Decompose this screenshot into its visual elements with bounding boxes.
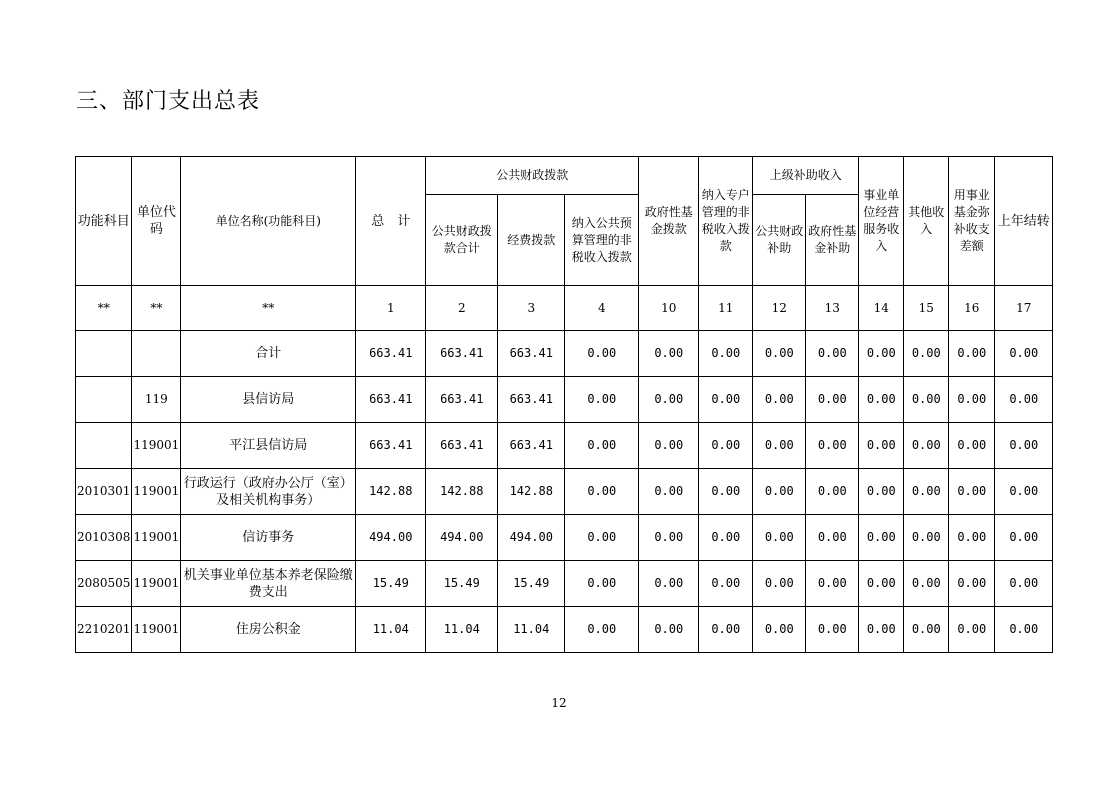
unit-code-cell: 119001 bbox=[132, 561, 181, 607]
amount-cell: 0.00 bbox=[904, 469, 949, 515]
index-cell: 13 bbox=[806, 286, 859, 331]
amount-cell: 494.00 bbox=[498, 515, 565, 561]
amount-cell: 15.49 bbox=[426, 561, 498, 607]
amount-cell: 0.00 bbox=[639, 423, 699, 469]
header-fund-offset: 用事业基金弥补收支差额 bbox=[949, 157, 995, 286]
amount-cell: 494.00 bbox=[426, 515, 498, 561]
header-gov-fund-subsidy: 政府性基金补助 bbox=[806, 195, 859, 286]
amount-cell: 0.00 bbox=[904, 331, 949, 377]
amount-cell: 15.49 bbox=[356, 561, 426, 607]
amount-cell: 0.00 bbox=[753, 469, 806, 515]
header-operating: 经费拨款 bbox=[498, 195, 565, 286]
func-code-cell: 2010308 bbox=[76, 515, 132, 561]
amount-cell: 11.04 bbox=[498, 607, 565, 653]
amount-cell: 0.00 bbox=[806, 469, 859, 515]
table-row bbox=[76, 469, 1053, 515]
unit-code-cell bbox=[132, 331, 181, 377]
unit-name-cell: 机关事业单位基本养老保险缴费支出 bbox=[181, 561, 356, 607]
amount-cell: 0.00 bbox=[753, 607, 806, 653]
amount-cell: 0.00 bbox=[753, 561, 806, 607]
index-cell: ** bbox=[181, 286, 356, 331]
amount-cell: 0.00 bbox=[699, 515, 753, 561]
amount-cell: 0.00 bbox=[949, 607, 995, 653]
amount-cell: 0.00 bbox=[699, 607, 753, 653]
unit-code-cell: 119001 bbox=[132, 423, 181, 469]
header-non-tax: 纳入公共预算管理的非税收入拨款 bbox=[565, 195, 639, 286]
amount-cell: 0.00 bbox=[565, 515, 639, 561]
unit-name-cell: 合计 bbox=[181, 331, 356, 377]
header-special-account: 纳入专户管理的非税收入拨款 bbox=[699, 157, 753, 286]
amount-cell: 0.00 bbox=[639, 607, 699, 653]
func-code-cell: 2210201 bbox=[76, 607, 132, 653]
amount-cell: 0.00 bbox=[995, 423, 1053, 469]
func-code-cell bbox=[76, 377, 132, 423]
unit-name-cell: 行政运行（政府办公厅（室）及相关机构事务） bbox=[181, 469, 356, 515]
index-cell: 11 bbox=[699, 286, 753, 331]
amount-cell: 0.00 bbox=[639, 377, 699, 423]
header-total: 总 计 bbox=[356, 157, 426, 286]
amount-cell: 0.00 bbox=[949, 423, 995, 469]
amount-cell: 663.41 bbox=[356, 331, 426, 377]
func-code-cell: 2080505 bbox=[76, 561, 132, 607]
table-row bbox=[76, 607, 1053, 653]
amount-cell: 0.00 bbox=[753, 331, 806, 377]
amount-cell: 0.00 bbox=[859, 469, 904, 515]
amount-cell: 0.00 bbox=[949, 515, 995, 561]
func-code-cell: 2010301 bbox=[76, 469, 132, 515]
amount-cell: 0.00 bbox=[639, 515, 699, 561]
func-code-cell bbox=[76, 423, 132, 469]
header-public-finance-subsidy: 公共财政补助 bbox=[753, 195, 806, 286]
amount-cell: 0.00 bbox=[806, 607, 859, 653]
amount-cell: 0.00 bbox=[859, 607, 904, 653]
amount-cell: 0.00 bbox=[859, 515, 904, 561]
header-other-income: 其他收入 bbox=[904, 157, 949, 286]
amount-cell: 0.00 bbox=[949, 377, 995, 423]
amount-cell: 142.88 bbox=[498, 469, 565, 515]
amount-cell: 0.00 bbox=[753, 377, 806, 423]
amount-cell: 0.00 bbox=[949, 331, 995, 377]
index-cell: 4 bbox=[565, 286, 639, 331]
amount-cell: 0.00 bbox=[904, 423, 949, 469]
table-row bbox=[76, 423, 1053, 469]
index-cell: 15 bbox=[904, 286, 949, 331]
amount-cell: 0.00 bbox=[639, 331, 699, 377]
amount-cell: 663.41 bbox=[498, 423, 565, 469]
amount-cell: 0.00 bbox=[753, 423, 806, 469]
amount-cell: 0.00 bbox=[859, 423, 904, 469]
amount-cell: 0.00 bbox=[699, 469, 753, 515]
amount-cell: 0.00 bbox=[806, 377, 859, 423]
amount-cell: 11.04 bbox=[426, 607, 498, 653]
amount-cell: 0.00 bbox=[995, 469, 1053, 515]
amount-cell: 0.00 bbox=[949, 469, 995, 515]
index-cell: 3 bbox=[498, 286, 565, 331]
page-number: 12 bbox=[551, 696, 567, 710]
amount-cell: 663.41 bbox=[356, 423, 426, 469]
department-expenditure-table bbox=[75, 156, 1053, 653]
unit-name-cell: 平江县信访局 bbox=[181, 423, 356, 469]
amount-cell: 0.00 bbox=[904, 561, 949, 607]
header-gov-fund: 政府性基金拨款 bbox=[639, 157, 699, 286]
amount-cell: 0.00 bbox=[699, 377, 753, 423]
amount-cell: 0.00 bbox=[565, 423, 639, 469]
index-row bbox=[76, 286, 1053, 331]
amount-cell: 142.88 bbox=[426, 469, 498, 515]
index-cell: 12 bbox=[753, 286, 806, 331]
index-cell: ** bbox=[76, 286, 132, 331]
amount-cell: 0.00 bbox=[995, 561, 1053, 607]
amount-cell: 0.00 bbox=[565, 331, 639, 377]
amount-cell: 0.00 bbox=[859, 331, 904, 377]
amount-cell: 494.00 bbox=[356, 515, 426, 561]
header-superior-subsidy: 上级补助收入 bbox=[753, 157, 859, 195]
header-public-finance-total: 公共财政拨款合计 bbox=[426, 195, 498, 286]
header-unit-name: 单位名称(功能科目) bbox=[181, 157, 356, 286]
amount-cell: 0.00 bbox=[753, 515, 806, 561]
index-cell: 14 bbox=[859, 286, 904, 331]
amount-cell: 0.00 bbox=[806, 515, 859, 561]
amount-cell: 663.41 bbox=[426, 423, 498, 469]
amount-cell: 0.00 bbox=[806, 423, 859, 469]
index-cell: 17 bbox=[995, 286, 1053, 331]
index-cell: 16 bbox=[949, 286, 995, 331]
unit-code-cell: 119001 bbox=[132, 607, 181, 653]
table-row bbox=[76, 331, 1053, 377]
amount-cell: 15.49 bbox=[498, 561, 565, 607]
amount-cell: 0.00 bbox=[639, 469, 699, 515]
amount-cell: 0.00 bbox=[699, 331, 753, 377]
amount-cell: 0.00 bbox=[859, 377, 904, 423]
amount-cell: 0.00 bbox=[859, 561, 904, 607]
amount-cell: 0.00 bbox=[995, 607, 1053, 653]
unit-name-cell: 住房公积金 bbox=[181, 607, 356, 653]
amount-cell: 0.00 bbox=[995, 377, 1053, 423]
func-code-cell bbox=[76, 331, 132, 377]
amount-cell: 0.00 bbox=[949, 561, 995, 607]
header-business-income: 事业单位经营服务收入 bbox=[859, 157, 904, 286]
table-row bbox=[76, 377, 1053, 423]
unit-name-cell: 信访事务 bbox=[181, 515, 356, 561]
table-row bbox=[76, 561, 1053, 607]
unit-name-cell: 县信访局 bbox=[181, 377, 356, 423]
table-row bbox=[76, 515, 1053, 561]
amount-cell: 0.00 bbox=[995, 515, 1053, 561]
header-func-code: 功能科目 bbox=[76, 157, 132, 286]
amount-cell: 0.00 bbox=[565, 561, 639, 607]
unit-code-cell: 119 bbox=[132, 377, 181, 423]
amount-cell: 663.41 bbox=[426, 377, 498, 423]
amount-cell: 663.41 bbox=[498, 377, 565, 423]
amount-cell: 0.00 bbox=[699, 561, 753, 607]
index-cell: 10 bbox=[639, 286, 699, 331]
page-title: 三、部门支出总表 bbox=[76, 89, 261, 114]
amount-cell: 0.00 bbox=[565, 377, 639, 423]
index-cell: ** bbox=[132, 286, 181, 331]
amount-cell: 663.41 bbox=[426, 331, 498, 377]
index-cell: 1 bbox=[356, 286, 426, 331]
amount-cell: 142.88 bbox=[356, 469, 426, 515]
amount-cell: 0.00 bbox=[565, 469, 639, 515]
header-prior-year-carryover: 上年结转 bbox=[995, 157, 1053, 286]
amount-cell: 663.41 bbox=[356, 377, 426, 423]
amount-cell: 0.00 bbox=[699, 423, 753, 469]
amount-cell: 0.00 bbox=[565, 607, 639, 653]
amount-cell: 0.00 bbox=[806, 561, 859, 607]
header-public-finance: 公共财政拨款 bbox=[426, 157, 639, 195]
unit-code-cell: 119001 bbox=[132, 515, 181, 561]
amount-cell: 0.00 bbox=[904, 515, 949, 561]
amount-cell: 0.00 bbox=[995, 331, 1053, 377]
amount-cell: 11.04 bbox=[356, 607, 426, 653]
amount-cell: 663.41 bbox=[498, 331, 565, 377]
amount-cell: 0.00 bbox=[639, 561, 699, 607]
amount-cell: 0.00 bbox=[806, 331, 859, 377]
amount-cell: 0.00 bbox=[904, 377, 949, 423]
header-unit-code: 单位代码 bbox=[132, 157, 181, 286]
amount-cell: 0.00 bbox=[904, 607, 949, 653]
unit-code-cell: 119001 bbox=[132, 469, 181, 515]
index-cell: 2 bbox=[426, 286, 498, 331]
